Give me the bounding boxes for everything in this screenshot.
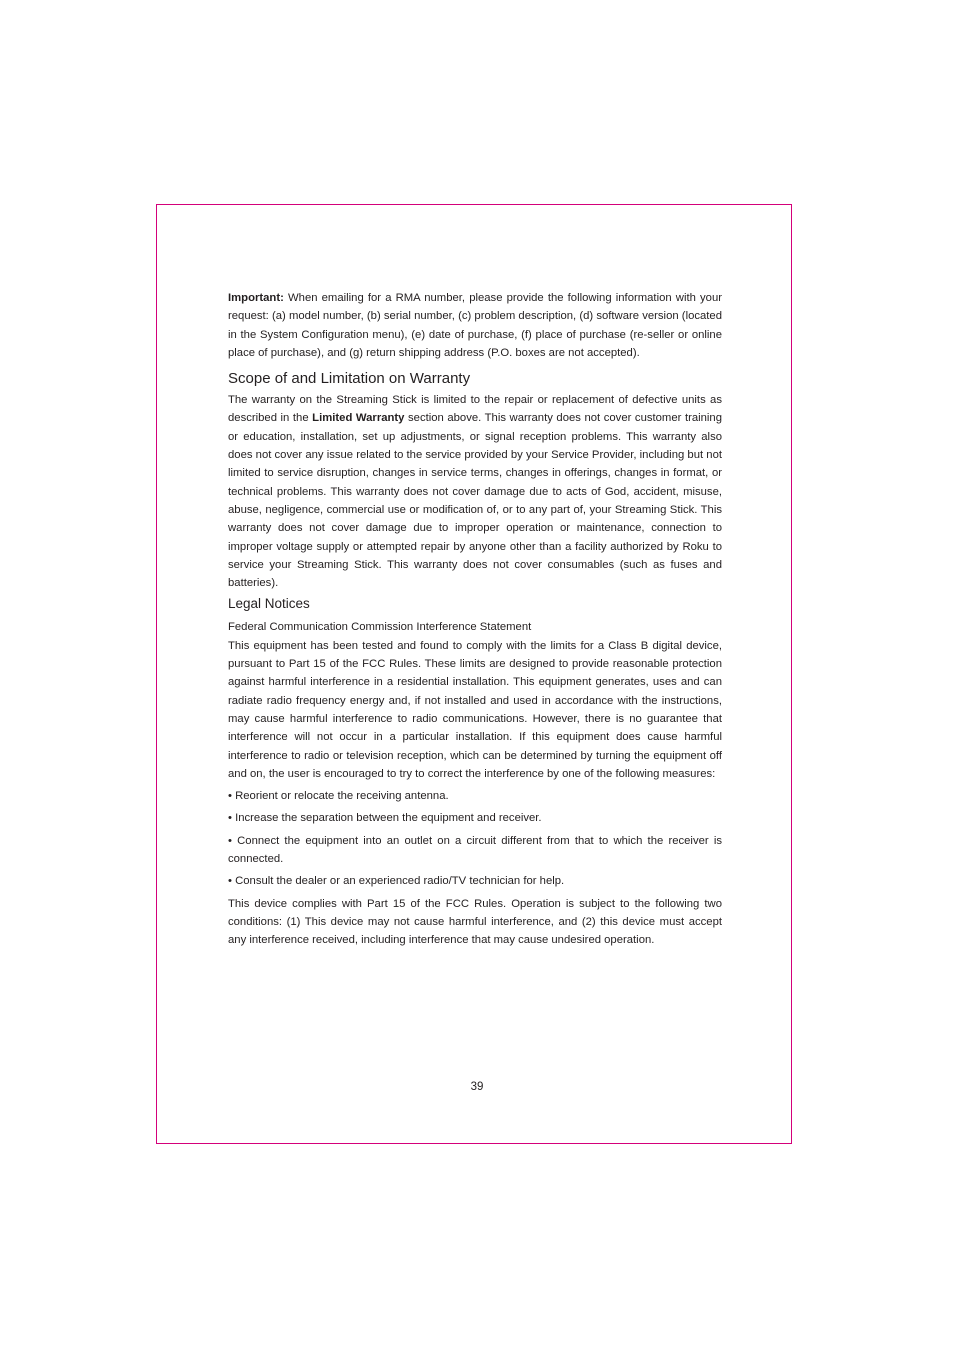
fcc-bullet-1: • Reorient or relocate the receiving antenna. bbox=[228, 790, 449, 803]
scope-heading: Scope of and Limitation on Warranty bbox=[228, 370, 471, 388]
scope-text-after: section above. This warranty does not cover customer training or education, installation, set up adjustments, or signal reception problems. This warranty also does not cover any issue related to the service provided by your Service Provider, including but not limited to service disruption, changes in service terms, changes in offerings, changes in format, or technical problems. This warranty does not cover damage due to acts of God, accident, misuse, abuse, negligence, commercial use or modification of, or to any part of, your Streaming Stick. This warranty does not cover damage due to improper operation or maintenance, connection to improper voltage supply or attempted repair by anyone other than a facility authorized by Roku to service your Streaming Stick. This warranty does not cover consumables (such as fuses and batteries). bbox=[228, 412, 722, 590]
important-label: Important: bbox=[228, 292, 284, 304]
important-text: When emailing for a RMA number, please provide the following information with your request: (a) model number, (b) serial number, (c) problem description, (d) software version (located in the System Configuration menu), (e) date of purchase, (f) place of purchase (re-seller or online place of purchase), and (g) return shipping address (P.O. boxes are not accepted). bbox=[228, 292, 722, 359]
fcc-bullet-4: • Consult the dealer or an experienced radio/TV technician for help. bbox=[228, 875, 565, 888]
fcc-bullet-2: • Increase the separation between the equipment and receiver. bbox=[228, 812, 542, 825]
fcc-paragraph-1: This equipment has been tested and found to comply with the limits for a Class B digital device, pursuant to Part 15 of the FCC Rules. These limits are designed to provide reasonable protection against harmful interference in a residential installation. This equipment generates, uses and can radiate radio frequency energy and, if not installed and used in accordance with the instructions, may cause harmful interference to radio communications. However, there is no guarantee that interference will not occur in a particular installation. If this equipment does cause harmful interference to radio or television reception, which can be determined by turning the equipment off and on, the user is encouraged to try to correct the interference by one of the following measures: bbox=[228, 639, 722, 780]
page-number: 39 bbox=[470, 1081, 484, 1093]
fcc-statement-subheading: Federal Communication Commission Interference Statement bbox=[228, 621, 532, 634]
fcc-bullet-3: • Connect the equipment into an outlet on a circuit different from that to which the receiver is connected. bbox=[228, 834, 722, 866]
fcc-paragraph-2: This device complies with Part 15 of the FCC Rules. Operation is subject to the following two conditions: (1) This device may not cause harmful interference, and (2) this device must accept any interference received, including interference that may cause undesired operation. bbox=[228, 897, 722, 947]
limited-warranty-term: Limited Warranty bbox=[312, 412, 405, 425]
document-body bbox=[228, 289, 722, 950]
scope-text-before: The warranty on the Streaming Stick is limited to the repair or replacement of defective units as described in the bbox=[228, 394, 722, 425]
legal-notices-heading: Legal Notices bbox=[228, 596, 310, 612]
important-paragraph bbox=[228, 289, 722, 362]
scope-paragraph bbox=[228, 391, 722, 592]
